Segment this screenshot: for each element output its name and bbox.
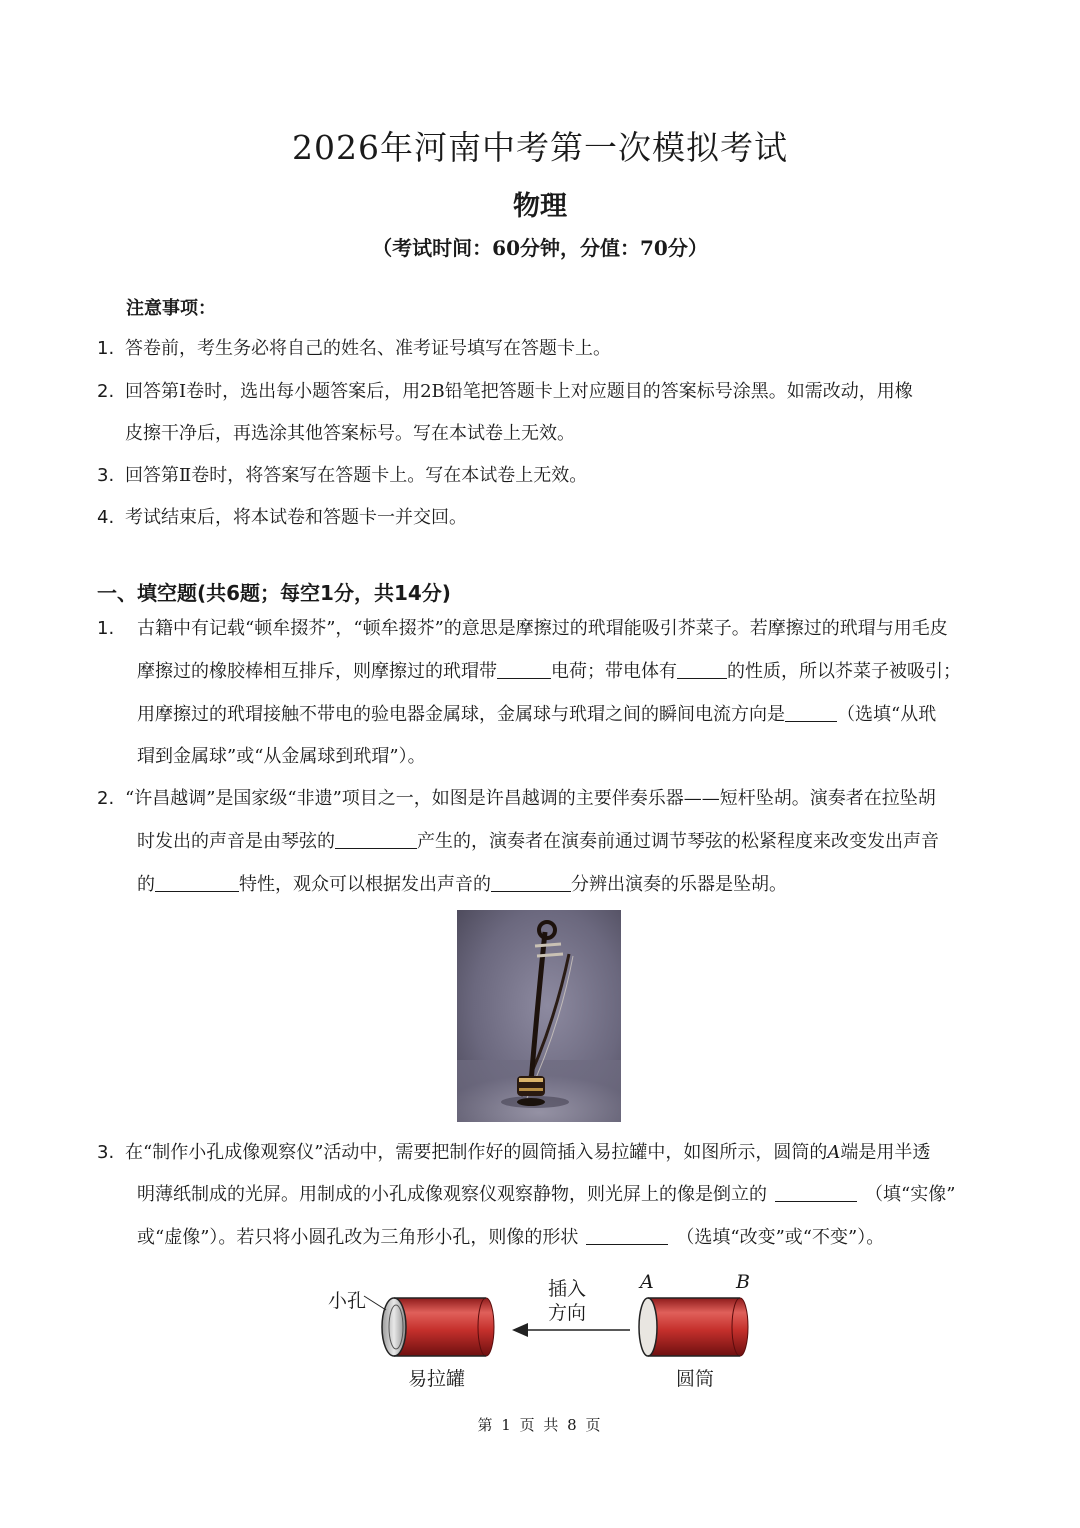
question-1-line-4: 瑁到金属球”或“从金属球到玳瑁”）。 <box>137 746 426 767</box>
can-label: 易拉罐 <box>408 1368 466 1390</box>
hole-label: 小孔 <box>328 1290 367 1312</box>
notice-item-text: 回答第Ⅱ卷时，将答案写在答题卡上。写在本试卷上无效。 <box>125 465 588 486</box>
tube-shape <box>639 1298 748 1356</box>
notice-item-text: 考试结束后，将本试卷和答题卡一并交回。 <box>125 507 467 528</box>
can-shape <box>382 1298 494 1356</box>
question-text: 在“制作小孔成像观察仪”活动中，需要把制作好的圆筒插入易拉罐中，如图所示，圆筒的 <box>125 1142 828 1163</box>
question-text: （选填“改变”或“不变”）。 <box>676 1227 885 1248</box>
question-text: （填“实像” <box>865 1184 956 1205</box>
notice-item-number: 2. <box>97 381 115 402</box>
pinhole-camera-diagram <box>300 1266 780 1396</box>
question-1-line-1 <box>97 615 948 643</box>
notice-item-4 <box>97 504 467 532</box>
notice-item-number: 3. <box>97 465 115 486</box>
question-text: 的 <box>137 874 155 895</box>
answer-blank[interactable] <box>335 828 417 849</box>
exam-title: 2026年河南中考第一次模拟考试 <box>292 128 788 167</box>
section-heading: 一、填空题(共6题；每空1分，共14分) <box>97 581 451 605</box>
answer-blank[interactable] <box>586 1224 668 1245</box>
question-1-line-2 <box>137 658 961 686</box>
end-b-label: B <box>736 1271 750 1293</box>
notice-heading: 注意事项： <box>126 298 216 319</box>
direction-label-1: 插入 <box>548 1278 587 1300</box>
question-text: 分辨出演奏的乐器是坠胡。 <box>571 874 787 895</box>
question-text: 用摩擦过的玳瑁接触不带电的验电器金属球，金属球与玳瑁之间的瞬间电流方向是 <box>137 704 785 725</box>
notice-item-number: 1. <box>97 338 115 359</box>
question-text: “许昌越调”是国家级“非遗”项目之一，如图是许昌越调的主要伴奏乐器——短杆坠胡。演奏者在拉坠胡 <box>125 788 936 809</box>
question-text: 时发出的声音是由琴弦的 <box>137 831 335 852</box>
notice-item-2 <box>97 378 913 406</box>
question-3-line-3 <box>137 1224 884 1252</box>
direction-label-2: 方向 <box>548 1302 587 1324</box>
question-text: 古籍中有记载“顿牟掇芥”，“顿牟掇芥”的意思是摩擦过的玳瑁能吸引芥菜子。若摩擦过的玳瑁与用毛皮 <box>137 618 948 639</box>
tube-label: 圆筒 <box>676 1368 715 1390</box>
notice-item-1 <box>97 335 611 363</box>
question-2-line-1 <box>97 785 936 813</box>
zhuihu-photo-svg <box>457 910 621 1122</box>
question-text: 摩擦过的橡胶棒相互排斥，则摩擦过的玳瑁带 <box>137 661 497 682</box>
answer-blank[interactable] <box>785 701 837 722</box>
answer-blank[interactable] <box>497 658 551 679</box>
answer-blank[interactable] <box>491 871 571 892</box>
question-2-line-3 <box>137 871 787 899</box>
question-2-line-2 <box>137 828 939 856</box>
question-3-line-1 <box>97 1139 930 1167</box>
question-text: A <box>827 1142 841 1163</box>
notice-item-2-cont: 皮擦干净后，再选涂其他答案标号。写在本试卷上无效。 <box>125 423 575 444</box>
insert-arrow-head <box>512 1323 528 1337</box>
end-a-label: A <box>640 1271 654 1293</box>
question-text: 明薄纸制成的光屏。用制成的小孔成像观察仪观察静物，则光屏上的像是倒立的 <box>137 1184 767 1205</box>
page-number: 第 1 页 共 8 页 <box>477 1416 603 1434</box>
question-number: 2. <box>97 788 115 809</box>
notice-item-number: 4. <box>97 507 115 528</box>
answer-blank[interactable] <box>677 658 727 679</box>
notice-item-text: 答卷前，考生务必将自己的姓名、准考证号填写在答题卡上。 <box>125 338 611 359</box>
question-number: 1. <box>97 618 115 639</box>
question-text: 电荷；带电体有 <box>551 661 677 682</box>
answer-blank[interactable] <box>155 871 239 892</box>
question-text: 特性，观众可以根据发出声音的 <box>239 874 491 895</box>
notice-item-3 <box>97 462 587 490</box>
question-text: 的性质，所以芥菜子被吸引； <box>727 661 961 682</box>
question-text: 产生的，演奏者在演奏前通过调节琴弦的松紧程度来改变发出声音 <box>417 831 939 852</box>
hole-pointer-line <box>364 1296 386 1310</box>
zhuihu-instrument-image <box>457 910 621 1122</box>
answer-blank[interactable] <box>775 1181 857 1202</box>
question-text: 或“虚像”）。若只将小圆孔改为三角形小孔，则像的形状 <box>137 1227 579 1248</box>
exam-subject: 物理 <box>513 191 567 222</box>
question-text: 端是用半透 <box>840 1142 931 1163</box>
exam-info: （考试时间：60分钟，分值：70分） <box>372 236 708 260</box>
question-1-line-3 <box>137 701 936 729</box>
question-3-line-2 <box>137 1181 955 1209</box>
question-text: （选填“从玳 <box>837 704 937 725</box>
notice-item-text: 回答第Ⅰ卷时，选出每小题答案后，用2B铅笔把答题卡上对应题目的答案标号涂黑。如需改动，用橡 <box>125 381 913 402</box>
question-number: 3. <box>97 1142 115 1163</box>
